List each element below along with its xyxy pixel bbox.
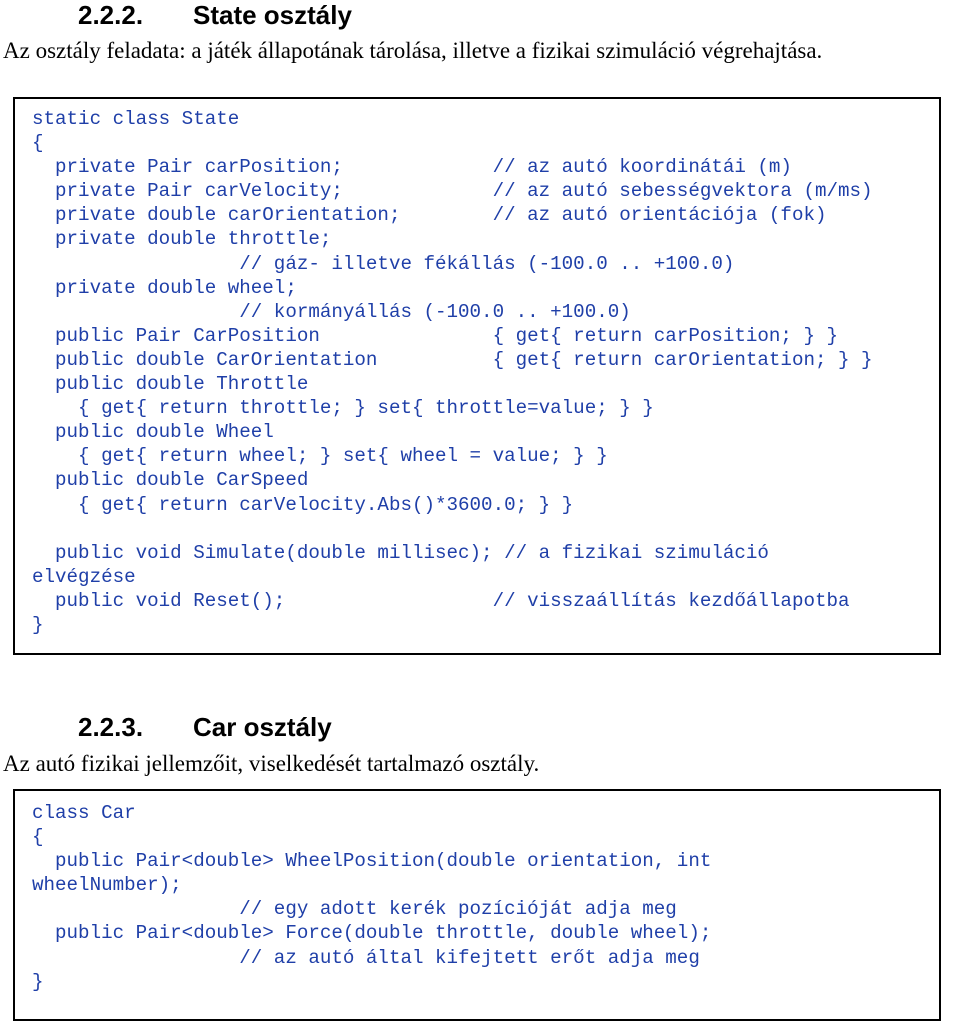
code-listing-car: class Car { public Pair<double> WheelPosition(double orientation, int wheelNumber); // egy adott kerék pozícióját adja meg public Pair<double> Force(double throttle, double wheel); // az autó által kifejtett erőt adja meg } xyxy=(32,802,712,993)
section-title: Car osztály xyxy=(193,712,332,742)
code-block-car-class xyxy=(13,789,941,1021)
section-number: 2.2.2. xyxy=(78,0,144,30)
section-intro-car: Az autó fizikai jellemzőit, viselkedését tartalmazó osztály. xyxy=(3,751,540,776)
code-listing-state: static class State { private Pair carPosition; // az autó koordinátái (m) private Pair carVelocity; // az autó sebességvektora (m/ms) private double carOrientation; // az autó orientációja (fok) private double throttle; // gáz- illetve fékállás (-100.0 .. +100.0) private double wheel; // kormányállás (-100.0 .. +100.0) public Pair CarPosition { get{ return carPosition; } } public double CarOrientation { get{ return carOrientation; } } public double Throttle { get{ return throttle; } set{ throttle=value; } } public double Wheel { get{ return wheel; } set{ wheel = value; } } public double CarSpeed { get{ return carVelocity.Abs()*3600.0; } } public void Simulate(double millisec); // a fizikai szimuláció elvégzése public void Reset(); // visszaállítás kezdőállapotba } xyxy=(32,108,873,636)
section-number: 2.2.3. xyxy=(78,712,144,742)
section-heading-state xyxy=(78,0,352,30)
section-title: State osztály xyxy=(193,0,352,30)
code-block-state-class xyxy=(13,97,941,655)
section-heading-car xyxy=(78,712,332,742)
section-intro-state: Az osztály feladata: a játék állapotának tárolása, illetve a fizikai szimuláció végrehajtása. xyxy=(3,38,823,63)
